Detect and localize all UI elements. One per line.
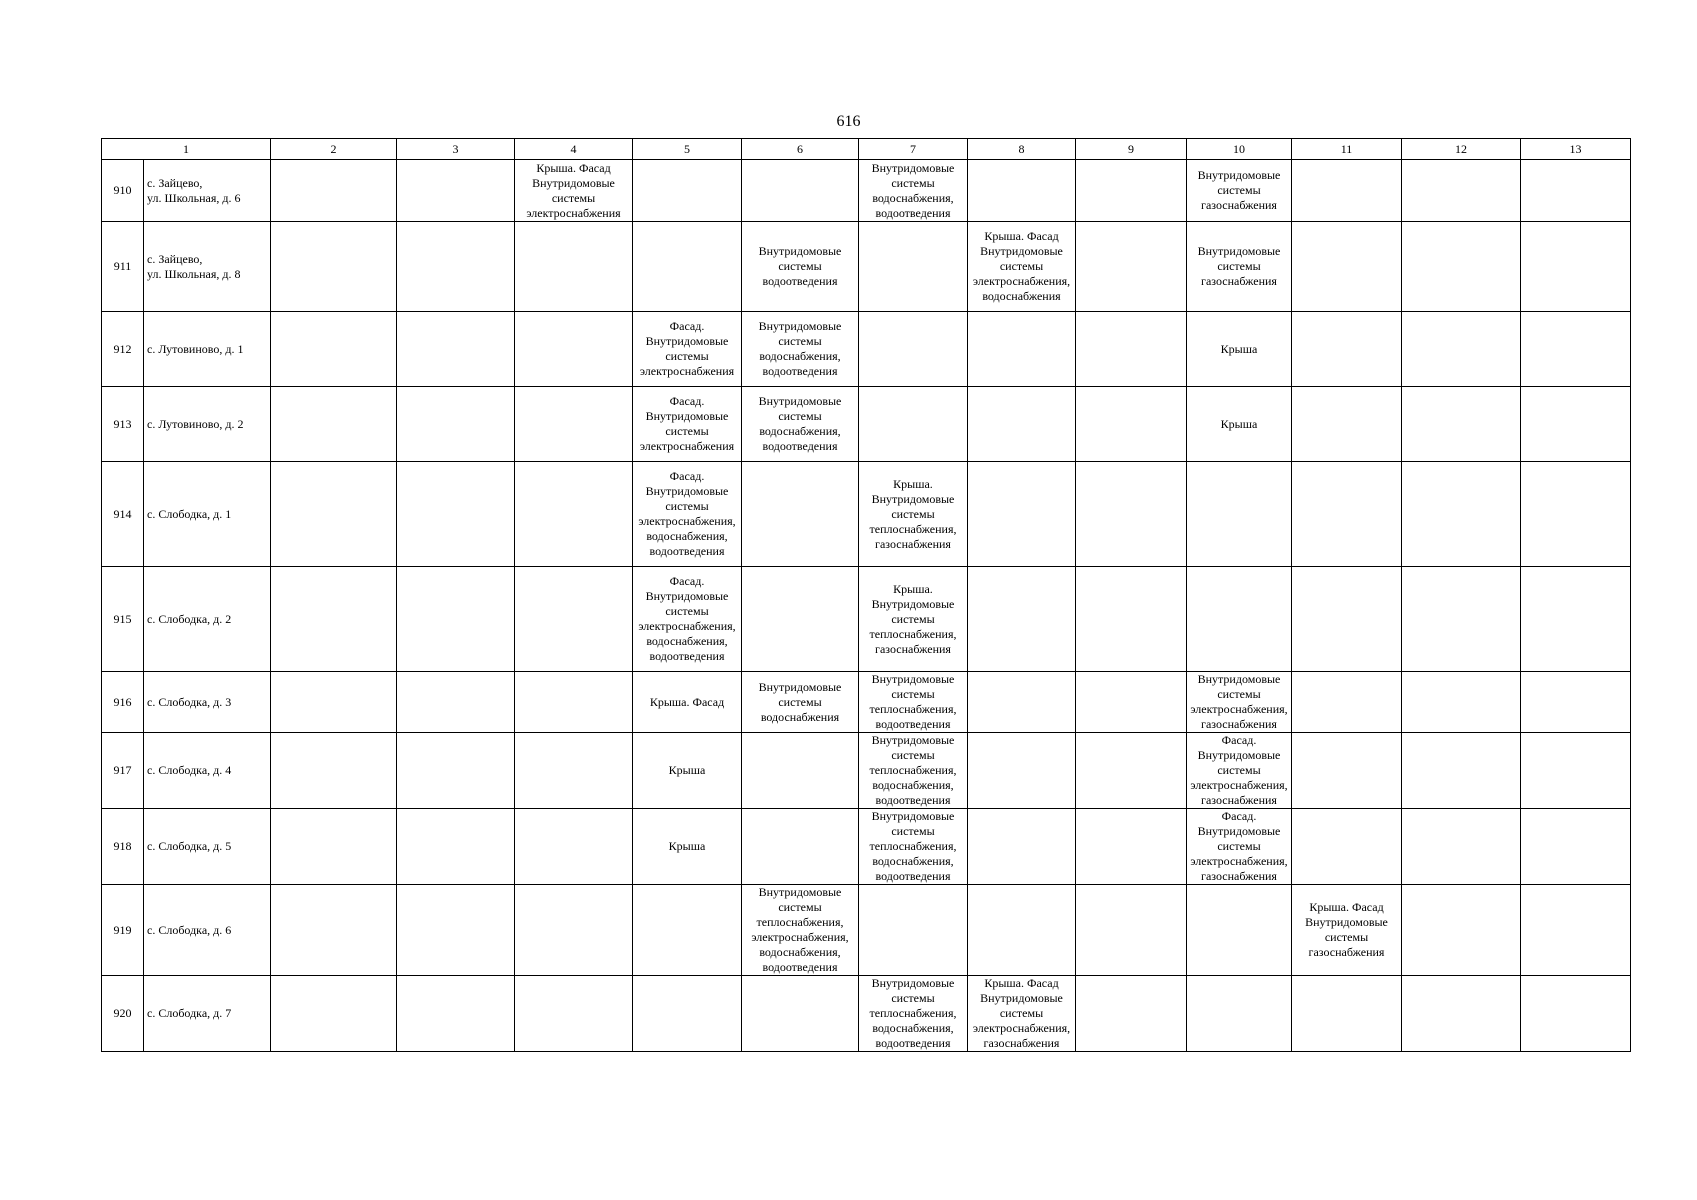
row-number: 920	[102, 976, 144, 1052]
cell-col-6	[742, 976, 859, 1052]
cell-col-12	[1402, 462, 1521, 567]
cell-col-4	[515, 733, 633, 809]
table-row	[102, 672, 1631, 733]
cell-col-11	[1292, 312, 1402, 387]
cell-col-6	[742, 160, 859, 222]
table-row	[102, 733, 1631, 809]
row-address	[144, 809, 271, 885]
cell-col-8	[968, 567, 1076, 672]
column-header-11: 11	[1292, 139, 1402, 160]
cell-col-12	[1402, 672, 1521, 733]
row-number: 910	[102, 160, 144, 222]
cell-col-7	[859, 976, 968, 1052]
cell-col-8	[968, 885, 1076, 976]
cell-col-6	[742, 567, 859, 672]
cell-col-3	[397, 222, 515, 312]
row-number: 911	[102, 222, 144, 312]
table-row	[102, 809, 1631, 885]
cell-col-12	[1402, 733, 1521, 809]
row-address	[144, 312, 271, 387]
cell-col-3	[397, 567, 515, 672]
cell-col-9	[1076, 462, 1187, 567]
column-header-2: 2	[271, 139, 397, 160]
cell-col-10	[1187, 160, 1292, 222]
cell-col-2	[271, 672, 397, 733]
column-header-4: 4	[515, 139, 633, 160]
column-header-1: 1	[102, 139, 271, 160]
cell-col-11	[1292, 885, 1402, 976]
row-address	[144, 885, 271, 976]
cell-col-3	[397, 809, 515, 885]
work-type-text: Внутридомовые системы водоснабжения, водоотведения	[871, 160, 955, 220]
work-type-text: Внутридомовые системы водоснабжения, водоотведения	[758, 319, 842, 378]
row-address	[144, 976, 271, 1052]
cell-col-6	[742, 885, 859, 976]
work-type-text: Внутридомовые системы теплоснабжения, водоснабжения, водоотведения	[869, 976, 957, 1050]
cell-col-2	[271, 387, 397, 462]
cell-col-5	[633, 387, 742, 462]
cell-col-6	[742, 733, 859, 809]
cell-col-11	[1292, 976, 1402, 1052]
cell-col-12	[1402, 567, 1521, 672]
cell-col-9	[1076, 733, 1187, 809]
work-type-text: Крыша	[1220, 416, 1258, 431]
column-header-12: 12	[1402, 139, 1521, 160]
row-number: 917	[102, 733, 144, 809]
cell-col-12	[1402, 885, 1521, 976]
cell-col-13	[1521, 672, 1631, 733]
address-text: с. Лутовиново, д. 2	[147, 416, 244, 431]
row-number: 913	[102, 387, 144, 462]
work-type-text: Внутридомовые системы теплоснабжения, электроснабжения, водоснабжения, водоотведения	[751, 885, 849, 974]
row-number: 915	[102, 567, 144, 672]
table-row	[102, 885, 1631, 976]
column-header-13: 13	[1521, 139, 1631, 160]
cell-col-4	[515, 672, 633, 733]
cell-col-3	[397, 672, 515, 733]
cell-col-10	[1187, 462, 1292, 567]
cell-col-4	[515, 462, 633, 567]
work-type-text: Фасад. Внутридомовые системы электроснабжения	[639, 394, 735, 453]
cell-col-8	[968, 312, 1076, 387]
column-header-3: 3	[397, 139, 515, 160]
work-type-text: Внутридомовые системы водоснабжения	[758, 679, 842, 724]
cell-col-6	[742, 462, 859, 567]
cell-col-8	[968, 160, 1076, 222]
row-address	[144, 462, 271, 567]
cell-col-9	[1076, 809, 1187, 885]
cell-col-9	[1076, 387, 1187, 462]
cell-col-4	[515, 387, 633, 462]
work-type-text: Крыша. Фасад	[649, 694, 725, 709]
address-text: с. Слободка, д. 6	[147, 922, 232, 937]
cell-col-13	[1521, 387, 1631, 462]
cell-col-2	[271, 976, 397, 1052]
cell-col-8	[968, 222, 1076, 312]
work-type-text: Внутридомовые системы водоотведения	[758, 244, 842, 288]
address-text: с. Лутовиново, д. 1	[147, 341, 244, 356]
cell-col-9	[1076, 567, 1187, 672]
cell-col-12	[1402, 387, 1521, 462]
cell-col-5	[633, 733, 742, 809]
cell-col-4	[515, 885, 633, 976]
work-type-text: Внутридомовые системы теплоснабжения, водоснабжения, водоотведения	[869, 809, 957, 883]
cell-col-5	[633, 809, 742, 885]
cell-col-2	[271, 222, 397, 312]
work-type-text: Фасад. Внутридомовые системы электроснабжения, водоснабжения, водоотведения	[638, 469, 736, 558]
table-row	[102, 160, 1631, 222]
cell-col-8	[968, 672, 1076, 733]
cell-col-12	[1402, 222, 1521, 312]
cell-col-2	[271, 733, 397, 809]
cell-col-10	[1187, 672, 1292, 733]
cell-col-4	[515, 160, 633, 222]
cell-col-8	[968, 976, 1076, 1052]
cell-col-4	[515, 976, 633, 1052]
cell-col-11	[1292, 160, 1402, 222]
cell-col-9	[1076, 672, 1187, 733]
work-type-text: Фасад. Внутридомовые системы электроснабжения	[639, 319, 735, 378]
cell-col-3	[397, 462, 515, 567]
cell-col-7	[859, 809, 968, 885]
cell-col-5	[633, 672, 742, 733]
row-address	[144, 222, 271, 312]
cell-col-11	[1292, 462, 1402, 567]
cell-col-11	[1292, 387, 1402, 462]
address-text: с. Слободка, д. 7	[147, 1006, 232, 1020]
table-row	[102, 976, 1631, 1052]
cell-col-9	[1076, 885, 1187, 976]
cell-col-3	[397, 885, 515, 976]
cell-col-3	[397, 733, 515, 809]
cell-col-3	[397, 312, 515, 387]
header-row	[102, 139, 1631, 160]
cell-col-5	[633, 222, 742, 312]
address-text: с. Слободка, д. 4	[147, 763, 232, 777]
cell-col-13	[1521, 222, 1631, 312]
cell-col-2	[271, 567, 397, 672]
work-type-text: Внутридомовые системы газоснабжения	[1197, 168, 1281, 212]
cell-col-7	[859, 462, 968, 567]
cell-col-5	[633, 462, 742, 567]
cell-col-8	[968, 387, 1076, 462]
work-type-text: Внутридомовые системы электроснабжения, газоснабжения	[1190, 672, 1288, 731]
work-type-text: Фасад. Внутридомовые системы электроснабжения, газоснабжения	[1190, 809, 1288, 883]
cell-col-2	[271, 809, 397, 885]
cell-col-12	[1402, 160, 1521, 222]
cell-col-11	[1292, 222, 1402, 312]
cell-col-10	[1187, 222, 1292, 312]
row-address	[144, 567, 271, 672]
work-type-text: Крыша. Фасад Внутридомовые системы электроснабжения, водоснабжения	[972, 229, 1071, 303]
work-type-text: Крыша	[668, 763, 706, 777]
table-row	[102, 312, 1631, 387]
column-header-6: 6	[742, 139, 859, 160]
address-text: с. Слободка, д. 5	[147, 839, 232, 853]
table-row	[102, 222, 1631, 312]
cell-col-2	[271, 885, 397, 976]
cell-col-10	[1187, 312, 1292, 387]
cell-col-10	[1187, 976, 1292, 1052]
cell-col-7	[859, 160, 968, 222]
row-address	[144, 160, 271, 222]
row-number: 912	[102, 312, 144, 387]
work-type-text: Крыша. Фасад Внутридомовые системы газоснабжения	[1305, 900, 1388, 959]
cell-col-6	[742, 312, 859, 387]
cell-col-5	[633, 567, 742, 672]
cell-col-6	[742, 387, 859, 462]
cell-col-4	[515, 567, 633, 672]
address-text: с. Слободка, д. 1	[147, 506, 232, 521]
cell-col-13	[1521, 567, 1631, 672]
work-type-text: Внутридомовые системы теплоснабжения, водоотведения	[869, 672, 957, 731]
cell-col-8	[968, 733, 1076, 809]
cell-col-4	[515, 809, 633, 885]
column-header-9: 9	[1076, 139, 1187, 160]
cell-col-13	[1521, 462, 1631, 567]
cell-col-2	[271, 462, 397, 567]
column-header-7: 7	[859, 139, 968, 160]
table-row	[102, 567, 1631, 672]
cell-col-7	[859, 222, 968, 312]
cell-col-8	[968, 462, 1076, 567]
column-header-8: 8	[968, 139, 1076, 160]
cell-col-6	[742, 222, 859, 312]
work-type-text: Внутридомовые системы газоснабжения	[1197, 244, 1281, 288]
address-text: с. Слободка, д. 3	[147, 694, 232, 709]
cell-col-5	[633, 976, 742, 1052]
cell-col-12	[1402, 312, 1521, 387]
cell-col-7	[859, 733, 968, 809]
cell-col-3	[397, 387, 515, 462]
cell-col-7	[859, 312, 968, 387]
address-text: с. Зайцево, ул. Школьная, д. 6	[147, 175, 241, 205]
row-address	[144, 672, 271, 733]
cell-col-7	[859, 387, 968, 462]
row-address	[144, 387, 271, 462]
work-type-text: Фасад. Внутридомовые системы электроснабжения, водоснабжения, водоотведения	[638, 574, 736, 663]
work-type-text: Крыша. Внутридомовые системы теплоснабжения, газоснабжения	[869, 476, 957, 551]
cell-col-9	[1076, 222, 1187, 312]
row-number: 918	[102, 809, 144, 885]
cell-col-7	[859, 567, 968, 672]
work-type-text: Крыша	[1220, 341, 1258, 356]
cell-col-8	[968, 809, 1076, 885]
cell-col-5	[633, 160, 742, 222]
table-row	[102, 462, 1631, 567]
cell-col-9	[1076, 160, 1187, 222]
work-type-text: Крыша. Фасад Внутридомовые системы электроснабжения	[526, 160, 621, 220]
work-type-text: Крыша. Внутридомовые системы теплоснабжения, газоснабжения	[869, 581, 957, 656]
cell-col-6	[742, 672, 859, 733]
cell-col-11	[1292, 672, 1402, 733]
cell-col-13	[1521, 733, 1631, 809]
cell-col-12	[1402, 976, 1521, 1052]
cell-col-13	[1521, 160, 1631, 222]
row-number: 916	[102, 672, 144, 733]
work-type-text: Внутридомовые системы теплоснабжения, водоснабжения, водоотведения	[869, 733, 957, 807]
cell-col-10	[1187, 567, 1292, 672]
cell-col-4	[515, 312, 633, 387]
page-number: 616	[836, 113, 861, 130]
repair-plan-table	[101, 138, 1631, 1052]
cell-col-2	[271, 160, 397, 222]
cell-col-11	[1292, 567, 1402, 672]
cell-col-10	[1187, 733, 1292, 809]
cell-col-6	[742, 809, 859, 885]
cell-col-9	[1076, 976, 1187, 1052]
work-type-text: Крыша. Фасад Внутридомовые системы электроснабжения, газоснабжения	[972, 976, 1071, 1050]
cell-col-11	[1292, 733, 1402, 809]
cell-col-10	[1187, 387, 1292, 462]
column-header-5: 5	[633, 139, 742, 160]
row-address	[144, 733, 271, 809]
column-header-10: 10	[1187, 139, 1292, 160]
cell-col-5	[633, 312, 742, 387]
cell-col-4	[515, 222, 633, 312]
row-number: 919	[102, 885, 144, 976]
work-type-text: Фасад. Внутридомовые системы электроснабжения, газоснабжения	[1190, 733, 1288, 807]
cell-col-10	[1187, 809, 1292, 885]
table-row	[102, 387, 1631, 462]
cell-col-7	[859, 672, 968, 733]
address-text: с. Зайцево, ул. Школьная, д. 8	[147, 251, 241, 281]
cell-col-5	[633, 885, 742, 976]
cell-col-7	[859, 885, 968, 976]
cell-col-13	[1521, 976, 1631, 1052]
work-type-text: Крыша	[668, 839, 706, 853]
cell-col-9	[1076, 312, 1187, 387]
cell-col-3	[397, 160, 515, 222]
cell-col-13	[1521, 312, 1631, 387]
cell-col-11	[1292, 809, 1402, 885]
address-text: с. Слободка, д. 2	[147, 611, 232, 626]
cell-col-12	[1402, 809, 1521, 885]
cell-col-2	[271, 312, 397, 387]
cell-col-13	[1521, 885, 1631, 976]
row-number: 914	[102, 462, 144, 567]
cell-col-3	[397, 976, 515, 1052]
cell-col-10	[1187, 885, 1292, 976]
work-type-text: Внутридомовые системы водоснабжения, водоотведения	[758, 394, 842, 453]
table-body	[102, 139, 1631, 1052]
cell-col-13	[1521, 809, 1631, 885]
